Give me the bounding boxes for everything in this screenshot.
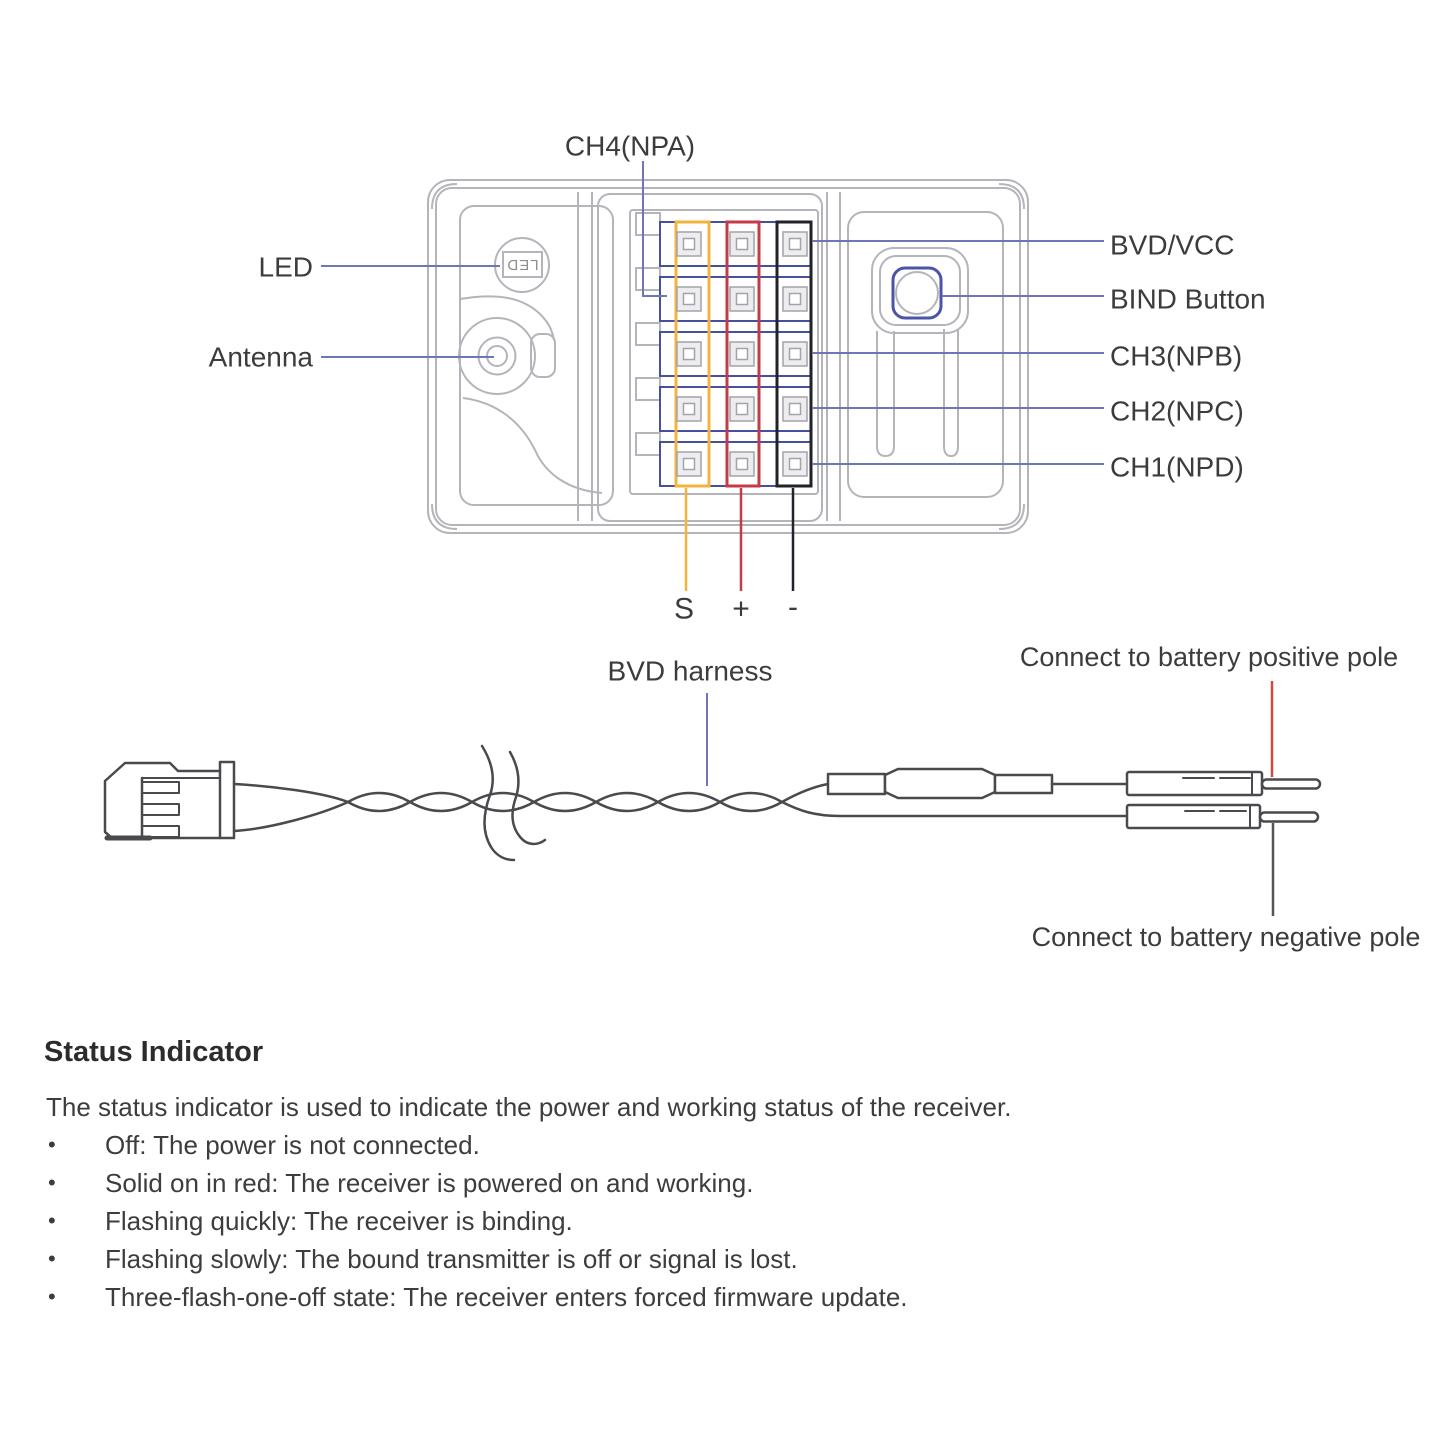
- pin-section: [598, 194, 822, 521]
- status-intro-text: The status indicator is used to indicate the power and working status of the receiver.: [46, 1092, 1012, 1122]
- bullet-icon: •: [48, 1284, 56, 1309]
- led-device-marking: LED: [506, 256, 539, 273]
- bullet-icon: •: [48, 1208, 56, 1233]
- label-ch1: CH1(NPD): [1110, 451, 1244, 483]
- bind-button-dome: [896, 272, 938, 314]
- status-item-three-flash: • Three-flash-one-off state: The receiver enters forced firmware update.: [0, 1278, 1200, 1316]
- label-bvd-vcc: BVD/VCC: [1110, 229, 1235, 261]
- pin-block-tabs: [636, 213, 660, 455]
- bullet-icon: •: [48, 1246, 56, 1271]
- label-signal-pin: S: [673, 592, 695, 626]
- status-section-title: Status Indicator: [44, 1036, 264, 1068]
- label-negative-pin: -: [788, 590, 798, 624]
- status-item-solid-red: • Solid on in red: The receiver is powered on and working.: [0, 1164, 1200, 1202]
- leader-lines: [321, 161, 1104, 464]
- bind-button: [893, 268, 941, 318]
- label-led: LED: [258, 251, 313, 283]
- label-battery-positive: Connect to battery positive pole: [1019, 642, 1399, 672]
- label-antenna: Antenna: [208, 341, 313, 373]
- status-bullet-list: [0, 1126, 1200, 1316]
- label-ch2: CH2(NPC): [1110, 395, 1244, 427]
- bvd-harness-drawing: [105, 746, 1320, 860]
- bullet-icon: •: [48, 1170, 56, 1195]
- label-positive-pin: +: [732, 592, 750, 626]
- bullet-connector-negative: [1127, 805, 1318, 828]
- label-ch3: CH3(NPB): [1110, 340, 1243, 372]
- negative-pin-tip: [1260, 813, 1318, 822]
- positive-pin-tip: [1262, 780, 1320, 789]
- inline-fuse: [828, 769, 1127, 798]
- label-bind-button: BIND Button: [1110, 283, 1266, 315]
- label-bvd-harness: BVD harness: [607, 655, 773, 687]
- status-item-flash-quick: • Flashing quickly: The receiver is binding.: [0, 1202, 1200, 1240]
- servo-connector: [105, 762, 234, 838]
- label-ch4: CH4(NPA): [564, 130, 696, 162]
- right-panel: [848, 212, 1003, 497]
- bullet-connector-positive: [1127, 772, 1320, 795]
- status-item-off: • Off: The power is not connected.: [0, 1126, 1200, 1164]
- bullet-icon: •: [48, 1132, 56, 1157]
- pin-grid: [677, 232, 807, 476]
- left-panel: [459, 206, 613, 505]
- status-item-flash-slow: • Flashing slowly: The bound transmitter is off or signal is lost.: [0, 1240, 1200, 1278]
- label-battery-negative: Connect to battery negative pole: [1031, 922, 1421, 952]
